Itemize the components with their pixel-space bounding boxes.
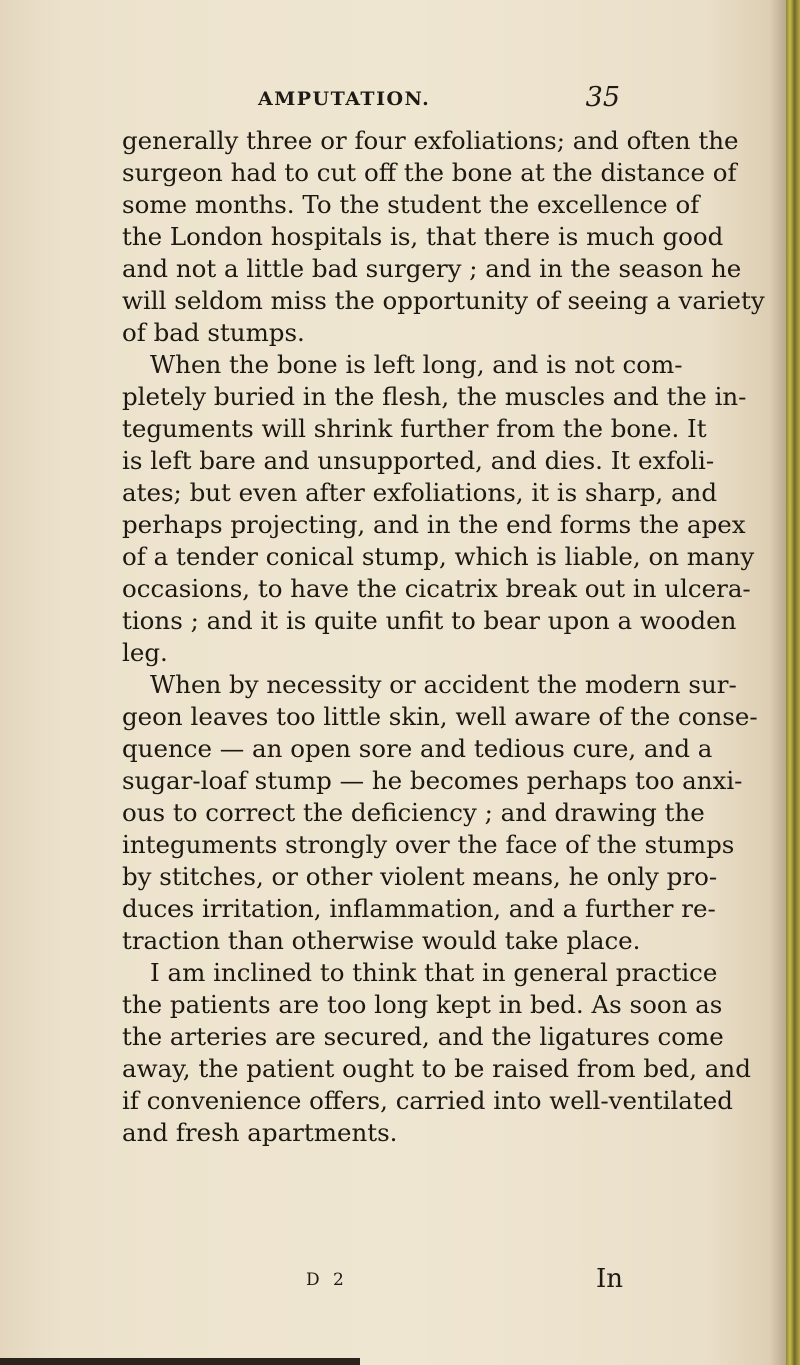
text-line: away, the patient ought to be raised from bed, and [122, 1054, 751, 1083]
page-number: 35 [585, 82, 620, 113]
text-line: and not a little bad surgery ; and in the season he [122, 254, 742, 283]
text-line: duces irritation, inflammation, and a further re- [122, 894, 716, 923]
text-line: pletely buried in the flesh, the muscles and the in- [122, 382, 747, 411]
text-line: I am inclined to think that in general practice [150, 958, 718, 987]
text-line: if convenience offers, carried into well-ventilated [122, 1086, 733, 1115]
page-gutter-shadow [770, 0, 786, 1365]
text-line: integuments strongly over the face of the stumps [122, 830, 735, 859]
text-line: some months. To the student the excellence of [122, 190, 700, 219]
text-line: teguments will shrink further from the bone. It [122, 414, 707, 443]
signature-mark: D 2 [306, 1270, 348, 1290]
catchword: In [596, 1264, 624, 1294]
book-spine-edge [786, 0, 800, 1365]
text-line: and fresh apartments. [122, 1118, 398, 1147]
text-line: leg. [122, 638, 168, 667]
text-line: will seldom miss the opportunity of seeing a variety [122, 286, 765, 315]
text-line: ates; but even after exfoliations, it is sharp, and [122, 478, 718, 507]
running-head: AMPUTATION. [258, 88, 431, 110]
text-line: occasions, to have the cicatrix break out in ulcera- [122, 574, 751, 603]
text-line: generally three or four exfoliations; and often the [122, 126, 739, 155]
text-line: When the bone is left long, and is not com- [150, 350, 683, 379]
text-line: perhaps projecting, and in the end forms the apex [122, 510, 746, 539]
text-line: the London hospitals is, that there is much good [122, 222, 724, 251]
text-line: ous to correct the deficiency ; and drawing the [122, 798, 705, 827]
text-line: sugar-loaf stump — he becomes perhaps too anxi- [122, 766, 743, 795]
text-line: is left bare and unsupported, and dies. It exfoli- [122, 446, 715, 475]
text-line: the patients are too long kept in bed. As soon as [122, 990, 723, 1019]
text-line: surgeon had to cut off the bone at the distance of [122, 158, 737, 187]
text-line: the arteries are secured, and the ligatures come [122, 1022, 724, 1051]
bottom-edge-rule [0, 1358, 360, 1365]
text-line: of bad stumps. [122, 318, 305, 347]
text-line: tions ; and it is quite unfit to bear upon a wooden [122, 606, 737, 635]
text-line: geon leaves too little skin, well aware of the conse- [122, 702, 758, 731]
text-line: When by necessity or accident the modern sur- [150, 670, 737, 699]
text-line: by stitches, or other violent means, he only pro- [122, 862, 718, 891]
page-header [130, 82, 640, 118]
text-line: of a tender conical stump, which is liable, on many [122, 542, 755, 571]
text-line: quence — an open sore and tedious cure, and a [122, 734, 713, 763]
text-line: traction than otherwise would take place. [122, 926, 641, 955]
